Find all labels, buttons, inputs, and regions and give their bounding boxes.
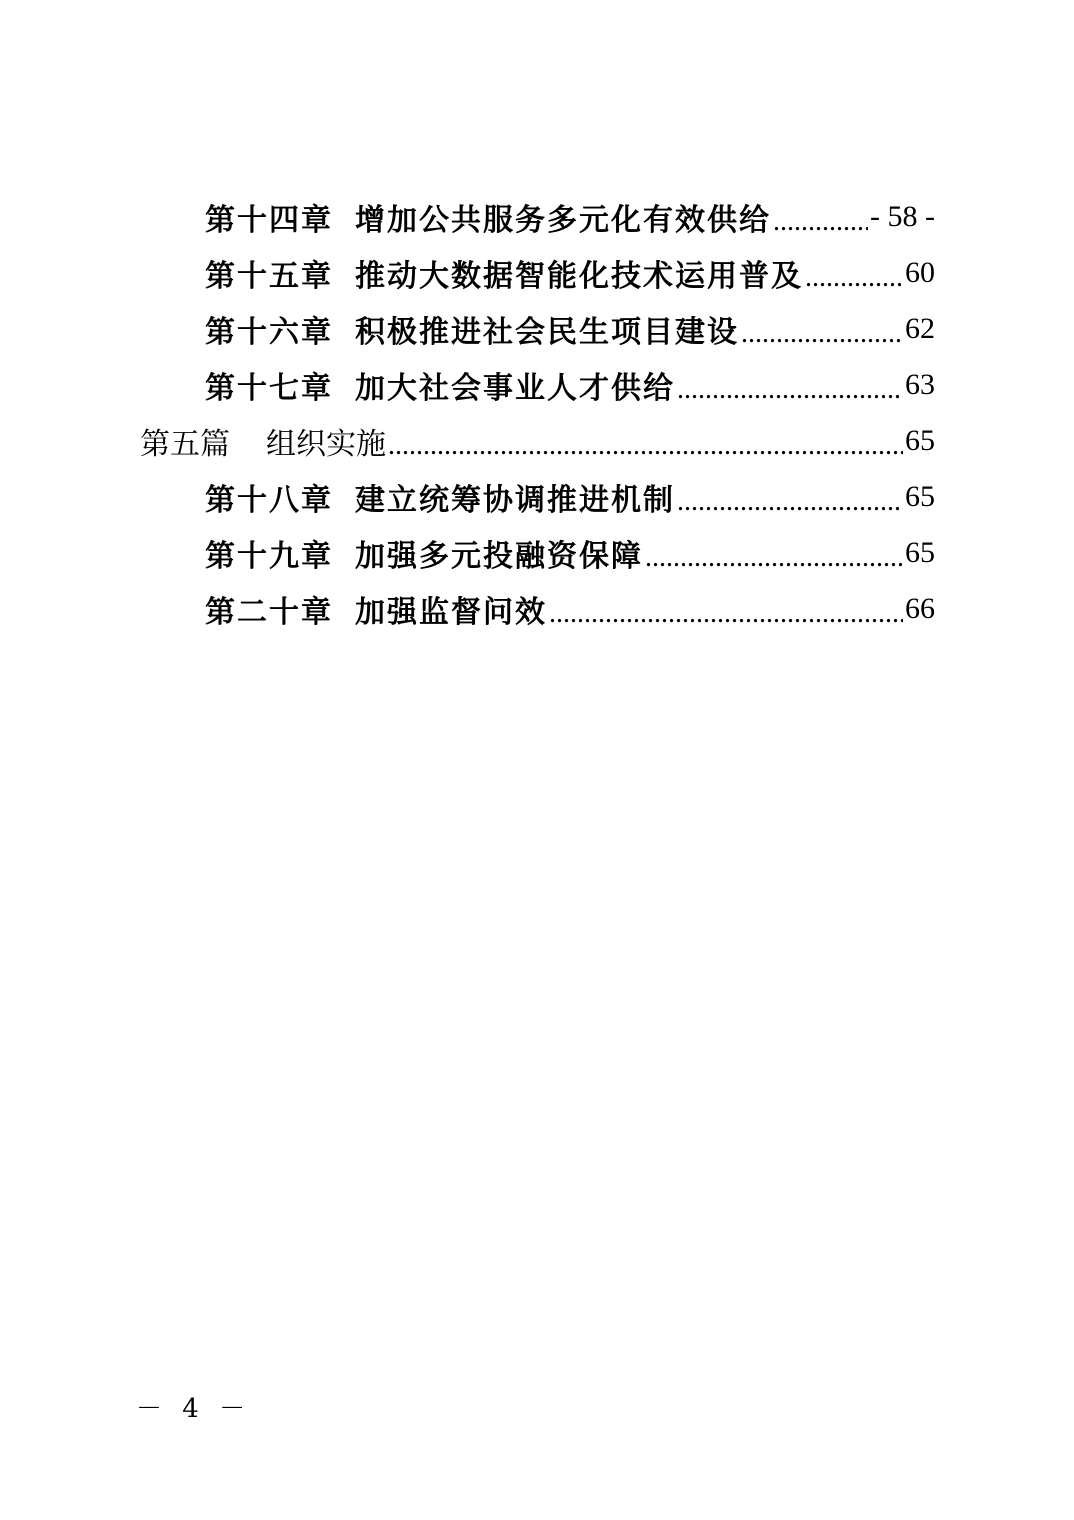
toc-entry-chapter-19[interactable] — [205, 525, 935, 581]
chapter-number: 第十四章 — [205, 203, 333, 238]
dot-leader — [741, 320, 903, 348]
chapter-title: 加强多元投融资保障 — [355, 539, 643, 574]
page-number: 63 — [905, 368, 935, 401]
page-number: 62 — [905, 312, 935, 345]
toc-entry-chapter-17[interactable] — [205, 357, 935, 413]
chapter-title: 加大社会事业人才供给 — [355, 371, 675, 406]
chapter-number: 第十五章 — [205, 259, 333, 294]
chapter-number: 第十九章 — [205, 539, 333, 574]
chapter-title: 积极推进社会民生项目建设 — [355, 315, 739, 350]
toc-entry-chapter-20[interactable] — [205, 581, 935, 637]
dot-leader — [388, 432, 903, 460]
toc-entry-chapter-18[interactable] — [205, 469, 935, 525]
chapter-title: 建立统筹协调推进机制 — [355, 483, 675, 518]
chapter-number: 第二十章 — [205, 595, 333, 630]
part-number: 第五篇 — [140, 427, 230, 462]
dot-leader — [677, 376, 903, 404]
dot-leader — [645, 544, 903, 572]
part-title: 组织实施 — [266, 427, 386, 462]
toc-entry-part-5[interactable] — [140, 413, 935, 469]
dot-leader — [805, 264, 903, 292]
page-number: 66 — [905, 592, 935, 625]
dot-leader — [677, 488, 903, 516]
page-footer-number: － 4 － — [136, 1394, 252, 1424]
page-number: 65 — [905, 536, 935, 569]
chapter-number: 第十七章 — [205, 371, 333, 406]
page-number: - 58 - — [870, 200, 935, 233]
chapter-title: 增加公共服务多元化有效供给 — [355, 203, 771, 238]
dot-leader — [773, 208, 868, 236]
toc-entry-chapter-16[interactable] — [205, 301, 935, 357]
page-number: 65 — [905, 480, 935, 513]
chapter-title: 推动大数据智能化技术运用普及 — [355, 259, 803, 294]
toc-entry-chapter-15[interactable] — [205, 245, 935, 301]
dot-leader — [549, 600, 903, 628]
chapter-number: 第十六章 — [205, 315, 333, 350]
chapter-number: 第十八章 — [205, 483, 333, 518]
page-number: 60 — [905, 256, 935, 289]
toc-entry-chapter-14[interactable] — [205, 189, 935, 245]
page-number: 65 — [905, 424, 935, 457]
chapter-title: 加强监督问效 — [355, 595, 547, 630]
